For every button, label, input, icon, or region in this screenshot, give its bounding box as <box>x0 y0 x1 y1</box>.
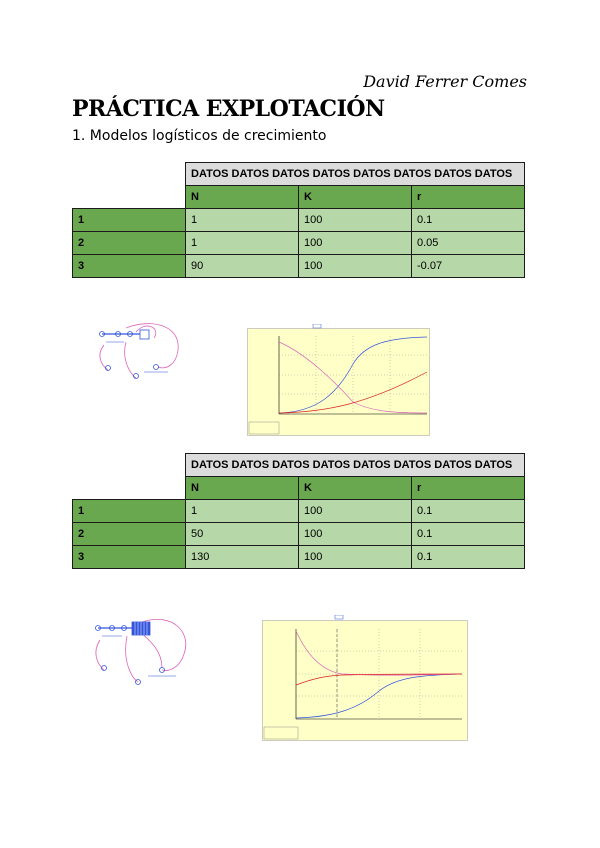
data-table-2 <box>72 453 525 569</box>
page-title: PRÁCTICA EXPLOTACIÓN <box>72 96 385 122</box>
column-header-k: K <box>299 186 412 209</box>
cell-r: 0.1 <box>412 209 525 232</box>
row-label: 2 <box>73 232 186 255</box>
cell-r: 0.1 <box>412 546 525 569</box>
author-name: David Ferrer Comes <box>363 72 527 91</box>
simulation-graph-1 <box>247 324 430 436</box>
column-header-n: N <box>186 477 299 500</box>
column-header-r: r <box>412 477 525 500</box>
cell-k: 100 <box>299 546 412 569</box>
table-row <box>73 232 525 255</box>
cell-n: 130 <box>186 546 299 569</box>
row-label: 1 <box>73 500 186 523</box>
cell-n: 1 <box>186 209 299 232</box>
table-row <box>73 500 525 523</box>
row-label: 3 <box>73 546 186 569</box>
cell-r: 0.1 <box>412 500 525 523</box>
cell-n: 1 <box>186 500 299 523</box>
cell-r: -0.07 <box>412 255 525 278</box>
row-label: 2 <box>73 523 186 546</box>
cell-k: 100 <box>299 232 412 255</box>
table-corner <box>73 163 186 186</box>
stock-flow-diagram-1 <box>96 320 186 382</box>
table-corner <box>73 477 186 500</box>
cell-n: 1 <box>186 232 299 255</box>
table-corner <box>73 186 186 209</box>
table-header: DATOS DATOS DATOS DATOS DATOS DATOS DATOS DATOS <box>186 454 525 477</box>
cell-n: 90 <box>186 255 299 278</box>
table-row <box>73 546 525 569</box>
cell-n: 50 <box>186 523 299 546</box>
table-row <box>73 523 525 546</box>
cell-k: 100 <box>299 255 412 278</box>
table-header: DATOS DATOS DATOS DATOS DATOS DATOS DATOS DATOS <box>186 163 525 186</box>
cell-r: 0.1 <box>412 523 525 546</box>
table-corner <box>73 454 186 477</box>
row-label: 1 <box>73 209 186 232</box>
simulation-graph-2 <box>262 615 468 741</box>
data-table-1 <box>72 162 525 278</box>
cell-k: 100 <box>299 523 412 546</box>
cell-r: 0.05 <box>412 232 525 255</box>
table-row <box>73 209 525 232</box>
cell-k: 100 <box>299 500 412 523</box>
column-header-r: r <box>412 186 525 209</box>
section-subtitle: 1. Modelos logísticos de crecimiento <box>72 128 327 144</box>
stock-flow-diagram-2 <box>92 612 192 694</box>
row-label: 3 <box>73 255 186 278</box>
column-header-k: K <box>299 477 412 500</box>
column-header-n: N <box>186 186 299 209</box>
cell-k: 100 <box>299 209 412 232</box>
table-row <box>73 255 525 278</box>
